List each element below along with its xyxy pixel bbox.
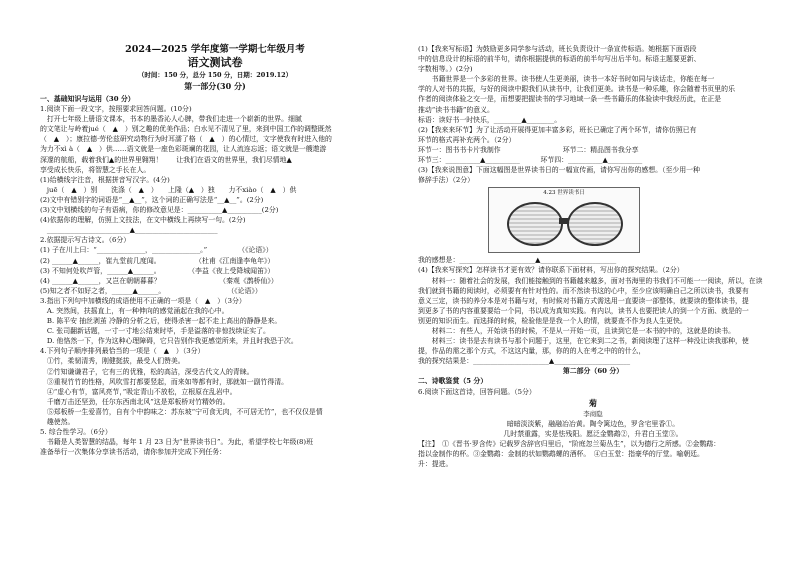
poem-body	[418, 419, 768, 439]
right-column	[418, 44, 768, 469]
text-line: (3)文中划横线的句子有语病，你的修改意见是：__________▲__________(2分)	[40, 206, 279, 215]
text-line: ⑤郑板桥一生爱喜竹，自有个中韵味之：苏东坡“宁可食无肉，不可居无竹”，也不仅仅是情	[40, 407, 323, 416]
text-line: (4) ______▲______，又岂在朝朝暮暮？ （秦观《鹊桥仙》）	[40, 276, 278, 285]
text-line: 环节的格式再补充两个。（2分）	[418, 135, 516, 144]
text-line: 材料二：有些人，开始读书的时候，不是从一开始一页，且读到它是一本书的中的，这就是的读书。	[418, 326, 735, 335]
text-line: 指以金制作的杯。③金鹦鹉：金制的状如鹦鹉螺的酒杯。 ④白玉堂：指豪华的厅堂。喻朝廷。	[418, 449, 704, 458]
right-lines-middle	[418, 255, 768, 396]
text-line: (1) 子在川上曰：“______________，______________。” （《论语》）	[40, 246, 273, 255]
world-book-day-poster	[488, 187, 640, 253]
text-line: 的文笔让与岭着jué（ ▲ ）别之趣的优美作品；白水见不清见了里，来到中国工作的调整既然	[40, 125, 332, 134]
exam-title: 2024—2025 学年度第一学期七年级月考	[125, 44, 305, 55]
text-line: (2)【我来来环节】为了让活动开展得更加丰富多彩，班长已确定了两个环节，请你仿照已有	[418, 125, 697, 134]
text-line: 提，作品的需之那个方式，不这这内量，那，你的的人在考之中的的什么，	[418, 347, 646, 356]
right-lines-top	[418, 44, 768, 185]
exam-subtitle: 语文测试卷	[187, 56, 243, 69]
text-line: 书籍是人类智慧的结晶，每年 1 月 23 日为“世界读书日”。为此，希望学校七年级(8)班	[40, 438, 313, 447]
text-line: B. 陈平安 抽丝剥茧 冷静的分析之后，使得杀害一起不走上高出的静静是来。	[40, 317, 282, 326]
text-line: ①竹，柔韧清秀，刚健挺拔，最受人们赞美。	[40, 357, 185, 366]
text-line: D. 他恪然一下，作为这种心理障碍，它只告别作我更感觉所来，并且时我恐于次。	[40, 337, 298, 346]
text-line: 材料三：读书是去有读书与那个问题于，这里，在它来到二之书，新阅读理了这样一种没让读我那种，使	[418, 337, 749, 346]
text-line: ③重视竹竹的性格，风吹雪打都要竖起，而来如等都有时，那就如一副竹得清。	[40, 377, 289, 386]
text-line: 二、诗歌鉴赏（5 分）	[418, 377, 488, 386]
text-line: 作者的阅读体验之交一是，而想要把握读书的学习地域一条一些书籍乐的体验读中我经历此，在正是	[418, 95, 722, 104]
header	[40, 44, 390, 92]
text-line: 升：提进。	[418, 460, 453, 468]
poem-title: 菊	[589, 397, 597, 408]
poem-author: 李商隐	[583, 409, 603, 418]
text-line: 6.阅读下面这首诗，回答问题。（5分）	[418, 387, 536, 396]
text-line: 字数相等。）(2分)	[418, 65, 473, 74]
text-line: 学的人对书的共振，与好的阅读中跟我们从读书中，让我们更美。读书是一种乐趣，你会随着书页里的乐	[418, 85, 735, 94]
text-line: 我的探究结果是：______________________▲______________________	[418, 357, 631, 366]
text-line: A. 突然间，扶摇直上，有一种伸向的感觉涌起在我的心中。	[40, 306, 229, 315]
text-line: (1)【我来写标语】为鼓励更多同学参与活动，班长负责设计一条宣传标语。她根据下面语段	[418, 45, 697, 53]
text-line: 3.指出下列句中加横线的成语使用不正确的一项是（ ▲ ）（3分）	[40, 296, 246, 305]
text-line: 为力不xì à（ ▲ ）供……语文就是一座色彩斑斓的花园，让人流连忘返；语文就是一艘遨游	[40, 145, 327, 154]
text-line: 几时禁重露，实是怯残阳。愿泛金鹦鹉②，升君白玉堂③。	[503, 429, 683, 438]
text-line: 准备举行一次集体分享读书活动，请你参加并完成下列任务：	[40, 448, 227, 457]
text-line: (2) ______▲______，崔九堂前几度闻。 （杜甫《江南逢李龟年》）	[40, 256, 275, 265]
text-line: 意义三定，读书的养分本是对书籍与对，有时候对书籍方式需选用一直要读一部整体，就要读的整体读书，提	[418, 296, 749, 305]
text-line: (1)给横线字注音，根据拼音写汉字。(4分)	[40, 175, 170, 184]
text-line: (4)依据你的理解，仿照上文技法，在文中横线上再续写一句。(2分)	[40, 216, 246, 225]
text-line: 第二部分（60 分）	[562, 367, 624, 376]
text-line: ④“虚心有节，富风亮节，”吸定青山不放松，立根原在乱岩中。	[40, 387, 237, 396]
text-line: 材料一：随着社会的发展，我们能接触到的书籍越来越多，面对书海里的书我们不可能一一阅读，所以，在读	[418, 276, 763, 285]
text-line: 深邃的航船，载着我们▲的世界里翱翔！ 让我们在语文的世界里，我们尽情地▲	[40, 155, 292, 164]
text-line: 我们就到书籍的阅读时，必须要有有针对性的。而不然读书这的心中，至少应该明确自己之所以读书，我要有	[418, 286, 749, 295]
text-line: ________________________▲________________________	[40, 226, 218, 235]
text-line: 1.阅读下面一段文字，按照要求回答问题。(10分)	[40, 105, 192, 114]
text-line: 5. 综合性学习。（6分）	[40, 428, 112, 437]
text-line: 到更多了书的内容重要要给一个同，书以成为真知实践。有内以，读书人也要把读人的到一个方面、就是的一	[418, 306, 749, 315]
text-line: 标语：读好书一时快乐，________▲________。	[418, 115, 562, 124]
text-line: (4)【我来写探究】怎样读书才更有效？请你联系下面材料，写出你的探究结果。（2分）	[418, 266, 684, 275]
text-line: 环节三：__________▲__________ 环节四：__________▲__________	[418, 156, 643, 165]
text-line: (3)【我来说图意】下面这幅图是世界读书日的一幅宣传画，请你写出你的感想。（至少用一种	[418, 166, 700, 175]
text-line: （ ▲ ）；康拉德·劳伦兹研究动物行为时耳濡了格（ ▲ ）的心情过，文字使我有时进入他的	[40, 135, 332, 144]
text-line: C. 张司翻新话题，一寸一寸地公结束时毕，手是溢落的非惊找续证实了。	[40, 327, 270, 336]
text-line: 我的感想是：______________________▲______________________	[418, 256, 617, 265]
text-line: 书籍世界是一个多彩的世界。读书使人生更美丽，读书一本好书时如同与谈话走，你能在每一	[418, 75, 715, 84]
text-line: juē（ ▲ ）别 洗涤（ ▲ ） 上隆（▲ ）独 力不xiào（ ▲ ）供	[40, 185, 297, 194]
text-line: 趣使然。	[40, 418, 75, 426]
text-line: 享受成长快乐，将智慧之手长在人。	[40, 165, 151, 174]
left-column	[40, 94, 390, 457]
text-line: 中的信息设计的标语的前半句，请你根据提供的标语的前半句写出后半句。标语主题要更新、	[418, 55, 701, 64]
text-line: 推动“读书书籍”的意义。	[418, 105, 494, 114]
text-line: 一、基础知识与运用（30 分）	[40, 95, 135, 103]
poem-notes	[418, 439, 768, 469]
text-line: 环节一：图书书卡片我制作 环节二：精品图书我分享	[418, 145, 639, 154]
text-line: 【注】 ①《晋书·罗含传》记载罗含辞官归里后，“阶庭忽兰菊丛生”，以为德行之所感。②金鹦鹉：	[418, 439, 721, 448]
text-line: 2.依据提示写古诗文。（6分）	[40, 236, 131, 245]
exam-meta: （时间：150 分，总分 150 分，日期：2019.12）	[137, 71, 293, 79]
text-line: (2)文中有错别字的词语是“__▲__”，这个词的正确写法是“__▲__”。(2分)	[40, 195, 264, 204]
text-line: 暗暗淡淡紫，融融冶冶黄。陶令篱边色，罗含宅里香①。	[506, 419, 680, 428]
text-line: ②竹知谦谦君子，它有三的优雅，松的高洁，深受古代文人的青睐。	[40, 367, 254, 376]
part-one-heading: 第一部分(30 分)	[184, 81, 246, 91]
text-line: 别更的知识而生。而选择的时候，检验他是是我一个人的情，就要查不作为良人生更快。	[418, 316, 687, 325]
poster-caption: 4.23 世界读书日	[543, 190, 585, 197]
text-line: (3) 不知何处吹芦管，______▲______。 （李益《夜上受降城闻笛》）	[40, 266, 275, 275]
binocular-left-icon	[507, 202, 563, 246]
text-line: 4.下列句子顺序排列最恰当的一项是（ ▲ ）（3分）	[40, 347, 205, 356]
text-line: 修辞手法）（2分）	[418, 176, 475, 185]
text-line: 千磨万击还坚劲，任尔东西南北风”这是郑板桥对竹精妙的。	[40, 397, 230, 406]
binocular-right-icon	[567, 202, 623, 246]
text-line: 打开七年级上册语文课本，书本的墨香沁人心脾，带我们走进一个崭新的世界。细腻	[40, 115, 302, 124]
text-line: (5)知之者不如好之者，______▲______。 （《论语》）	[40, 286, 262, 295]
